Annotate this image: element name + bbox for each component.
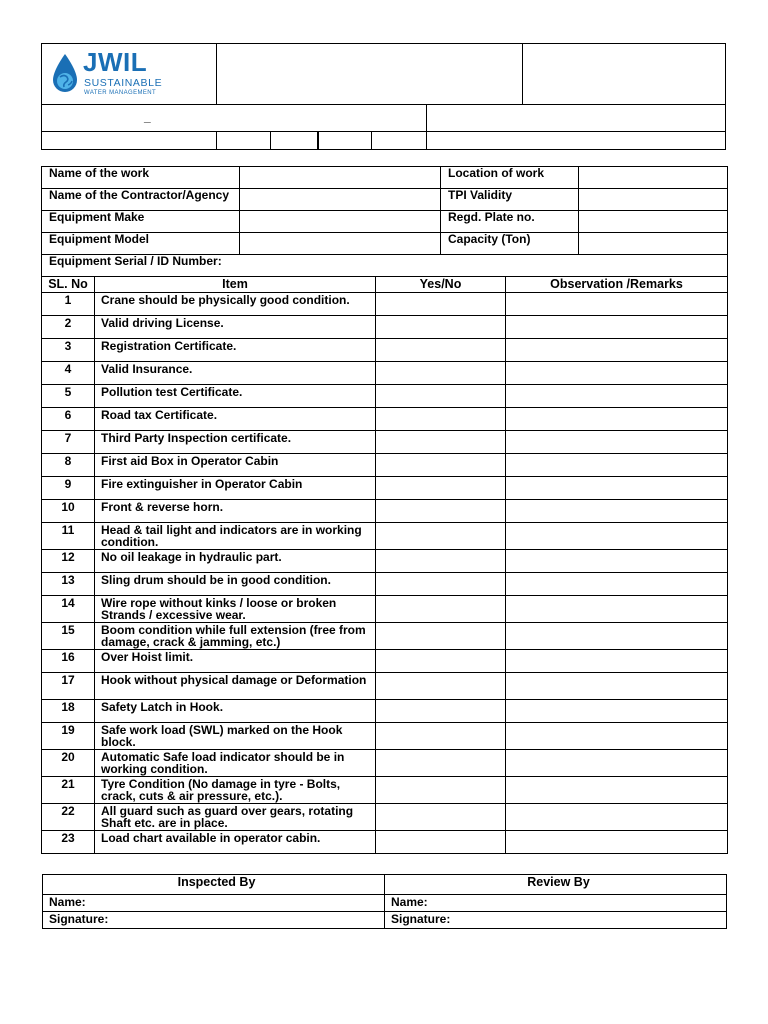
remarks-field[interactable] — [506, 596, 728, 623]
checklist-sl-number: 23 — [42, 831, 95, 854]
checklist-sl-number: 7 — [42, 431, 95, 454]
info-value-field[interactable] — [240, 167, 441, 189]
info-value-field[interactable] — [240, 233, 441, 255]
info-label: Regd. Plate no. — [441, 211, 579, 233]
header-title-cell — [218, 44, 520, 104]
remarks-field[interactable] — [506, 750, 728, 777]
header-divider — [522, 44, 523, 104]
remarks-field[interactable] — [506, 431, 728, 454]
header-doc-cell — [524, 44, 724, 104]
checklist-item-text: Over Hoist limit. — [95, 650, 376, 673]
checklist-item-text: First aid Box in Operator Cabin — [95, 454, 376, 477]
col-header-sl: SL. No — [42, 277, 95, 293]
remarks-field[interactable] — [506, 804, 728, 831]
checklist-sl-number: 2 — [42, 316, 95, 339]
remarks-field[interactable] — [506, 831, 728, 854]
checklist-row — [42, 477, 728, 500]
checklist-item-text: Pollution test Certificate. — [95, 385, 376, 408]
yes-no-field[interactable] — [376, 454, 506, 477]
header-divider — [426, 104, 427, 131]
checklist-item-text: Head & tail light and indicators are in working condition. — [95, 523, 376, 550]
checklist-item-text: Valid driving License. — [95, 316, 376, 339]
logo — [42, 44, 216, 104]
checklist-item-text: Tyre Condition (No damage in tyre - Bolts, crack, cuts & air pressure, etc.). — [95, 777, 376, 804]
checklist-sl-number: 21 — [42, 777, 95, 804]
remarks-field[interactable] — [506, 477, 728, 500]
checklist-row — [42, 573, 728, 596]
equipment-info-table — [41, 166, 728, 277]
header-divider — [426, 131, 427, 150]
col-header-remarks: Observation /Remarks — [506, 277, 728, 293]
checklist-row — [42, 293, 728, 316]
reviewer-name-field[interactable]: Name: — [385, 895, 727, 912]
header-divider — [216, 131, 217, 150]
yes-no-field[interactable] — [376, 723, 506, 750]
checklist-row — [42, 500, 728, 523]
remarks-field[interactable] — [506, 673, 728, 700]
remarks-field[interactable] — [506, 362, 728, 385]
checklist-body — [42, 293, 728, 854]
checklist-row — [42, 339, 728, 362]
checklist-item-text: Fire extinguisher in Operator Cabin — [95, 477, 376, 500]
checklist-row — [42, 831, 728, 854]
yes-no-field[interactable] — [376, 339, 506, 362]
checklist-sl-number: 22 — [42, 804, 95, 831]
remarks-field[interactable] — [506, 316, 728, 339]
checklist-row — [42, 523, 728, 550]
checklist-sl-number: 6 — [42, 408, 95, 431]
yes-no-field[interactable] — [376, 673, 506, 700]
remarks-field[interactable] — [506, 408, 728, 431]
info-row — [42, 255, 728, 277]
checklist-item-text: Registration Certificate. — [95, 339, 376, 362]
checklist-row — [42, 596, 728, 623]
yes-no-field[interactable] — [376, 804, 506, 831]
signoff-header-row — [43, 875, 727, 895]
info-value-field[interactable] — [240, 211, 441, 233]
checklist-sl-number: 11 — [42, 523, 95, 550]
checklist-row — [42, 700, 728, 723]
remarks-field[interactable] — [506, 777, 728, 804]
remarks-field[interactable] — [506, 573, 728, 596]
yes-no-field[interactable] — [376, 831, 506, 854]
remarks-field[interactable] — [506, 385, 728, 408]
remarks-field[interactable] — [506, 293, 728, 316]
checklist-sl-number: 19 — [42, 723, 95, 750]
info-label: Name of the Contractor/Agency — [42, 189, 240, 211]
signoff-table — [42, 874, 727, 929]
checklist-item-text: Crane should be physically good condition. — [95, 293, 376, 316]
remarks-field[interactable] — [506, 500, 728, 523]
checklist-item-text: Safety Latch in Hook. — [95, 700, 376, 723]
checklist-row — [42, 650, 728, 673]
checklist-row — [42, 550, 728, 573]
header-divider — [216, 44, 217, 104]
yes-no-field[interactable] — [376, 477, 506, 500]
remarks-field[interactable] — [506, 650, 728, 673]
checklist-sl-number: 18 — [42, 700, 95, 723]
info-label: TPI Validity — [441, 189, 579, 211]
inspected-by-heading: Inspected By — [43, 875, 385, 895]
checklist-sl-number: 8 — [42, 454, 95, 477]
checklist-item-text: Boom condition while full extension (free from damage, crack & jamming, etc.) — [95, 623, 376, 650]
yes-no-field[interactable] — [376, 750, 506, 777]
checklist-item-text: No oil leakage in hydraulic part. — [95, 550, 376, 573]
yes-no-field[interactable] — [376, 777, 506, 804]
checklist-sl-number: 5 — [42, 385, 95, 408]
info-row — [42, 189, 728, 211]
signoff-name-row — [43, 895, 727, 912]
info-value-field[interactable] — [579, 233, 728, 255]
col-header-yesno: Yes/No — [376, 277, 506, 293]
info-label: Equipment Make — [42, 211, 240, 233]
checklist-item-text: Safe work load (SWL) marked on the Hook block. — [95, 723, 376, 750]
checklist-table — [41, 276, 728, 854]
inspector-signature-field[interactable]: Signature: — [43, 912, 385, 929]
checklist-row — [42, 723, 728, 750]
info-row — [42, 167, 728, 189]
info-label: Location of work — [441, 167, 579, 189]
checklist-row — [42, 673, 728, 700]
header-row-divider — [42, 131, 725, 132]
remarks-field[interactable] — [506, 623, 728, 650]
header-mark: _ — [144, 110, 151, 124]
header-divider — [270, 131, 271, 150]
yes-no-field[interactable] — [376, 700, 506, 723]
header-divider — [317, 131, 319, 150]
checklist-sl-number: 17 — [42, 673, 95, 700]
checklist-row — [42, 385, 728, 408]
remarks-field[interactable] — [506, 523, 728, 550]
info-value-field[interactable] — [240, 189, 441, 211]
checklist-sl-number: 15 — [42, 623, 95, 650]
yes-no-field[interactable] — [376, 385, 506, 408]
checklist-sl-number: 16 — [42, 650, 95, 673]
remarks-field[interactable] — [506, 700, 728, 723]
header-divider — [371, 131, 372, 150]
checklist-item-text: Road tax Certificate. — [95, 408, 376, 431]
logo-tagline: SUSTAINABLE — [84, 77, 163, 89]
checklist-sl-number: 4 — [42, 362, 95, 385]
checklist-row — [42, 431, 728, 454]
yes-no-field[interactable] — [376, 523, 506, 550]
checklist-sl-number: 9 — [42, 477, 95, 500]
yes-no-field[interactable] — [376, 573, 506, 596]
info-label: Capacity (Ton) — [441, 233, 579, 255]
checklist-sl-number: 20 — [42, 750, 95, 777]
yes-no-field[interactable] — [376, 596, 506, 623]
yes-no-field[interactable] — [376, 431, 506, 454]
checklist-item-text: Automatic Safe load indicator should be in working condition. — [95, 750, 376, 777]
checklist-item-text: Front & reverse horn. — [95, 500, 376, 523]
info-label: Equipment Model — [42, 233, 240, 255]
remarks-field[interactable] — [506, 723, 728, 750]
info-value-field[interactable] — [579, 211, 728, 233]
checklist-header-row — [42, 277, 728, 293]
remarks-field[interactable] — [506, 550, 728, 573]
water-drop-globe-icon — [50, 52, 80, 96]
reviewer-signature-field[interactable]: Signature: — [385, 912, 727, 929]
serial-label: Equipment Serial / ID Number: — [42, 255, 728, 277]
yes-no-field[interactable] — [376, 362, 506, 385]
remarks-field[interactable] — [506, 339, 728, 362]
checklist-sl-number: 13 — [42, 573, 95, 596]
info-row — [42, 211, 728, 233]
logo-brand: JWIL — [83, 47, 148, 77]
logo-subtagline: WATER MANAGEMENT — [84, 90, 157, 96]
info-value-field[interactable] — [579, 167, 728, 189]
checklist-row — [42, 454, 728, 477]
checklist-row — [42, 804, 728, 831]
checklist-sl-number: 10 — [42, 500, 95, 523]
checklist-row — [42, 750, 728, 777]
checklist-item-text: Valid Insurance. — [95, 362, 376, 385]
checklist-row — [42, 408, 728, 431]
checklist-item-text: All guard such as guard over gears, rotating Shaft etc. are in place. — [95, 804, 376, 831]
col-header-item: Item — [95, 277, 376, 293]
checklist-row — [42, 777, 728, 804]
checklist-sl-number: 12 — [42, 550, 95, 573]
checklist-item-text: Load chart available in operator cabin. — [95, 831, 376, 854]
checklist-item-text: Sling drum should be in good condition. — [95, 573, 376, 596]
yes-no-field[interactable] — [376, 408, 506, 431]
header-block — [41, 43, 726, 150]
checklist-item-text: Third Party Inspection certificate. — [95, 431, 376, 454]
info-row — [42, 233, 728, 255]
checklist-sl-number: 3 — [42, 339, 95, 362]
header-row-divider — [42, 104, 725, 105]
yes-no-field[interactable] — [376, 650, 506, 673]
info-value-field[interactable] — [579, 189, 728, 211]
checklist-sl-number: 14 — [42, 596, 95, 623]
checklist-row — [42, 316, 728, 339]
checklist-row — [42, 362, 728, 385]
remarks-field[interactable] — [506, 454, 728, 477]
review-by-heading: Review By — [385, 875, 727, 895]
checklist-item-text: Hook without physical damage or Deformation — [95, 673, 376, 700]
yes-no-field[interactable] — [376, 500, 506, 523]
yes-no-field[interactable] — [376, 623, 506, 650]
checklist-item-text: Wire rope without kinks / loose or broken Strands / excessive wear. — [95, 596, 376, 623]
yes-no-field[interactable] — [376, 316, 506, 339]
inspector-name-field[interactable]: Name: — [43, 895, 385, 912]
yes-no-field[interactable] — [376, 293, 506, 316]
checklist-row — [42, 623, 728, 650]
signoff-signature-row — [43, 912, 727, 929]
checklist-sl-number: 1 — [42, 293, 95, 316]
yes-no-field[interactable] — [376, 550, 506, 573]
info-label: Name of the work — [42, 167, 240, 189]
